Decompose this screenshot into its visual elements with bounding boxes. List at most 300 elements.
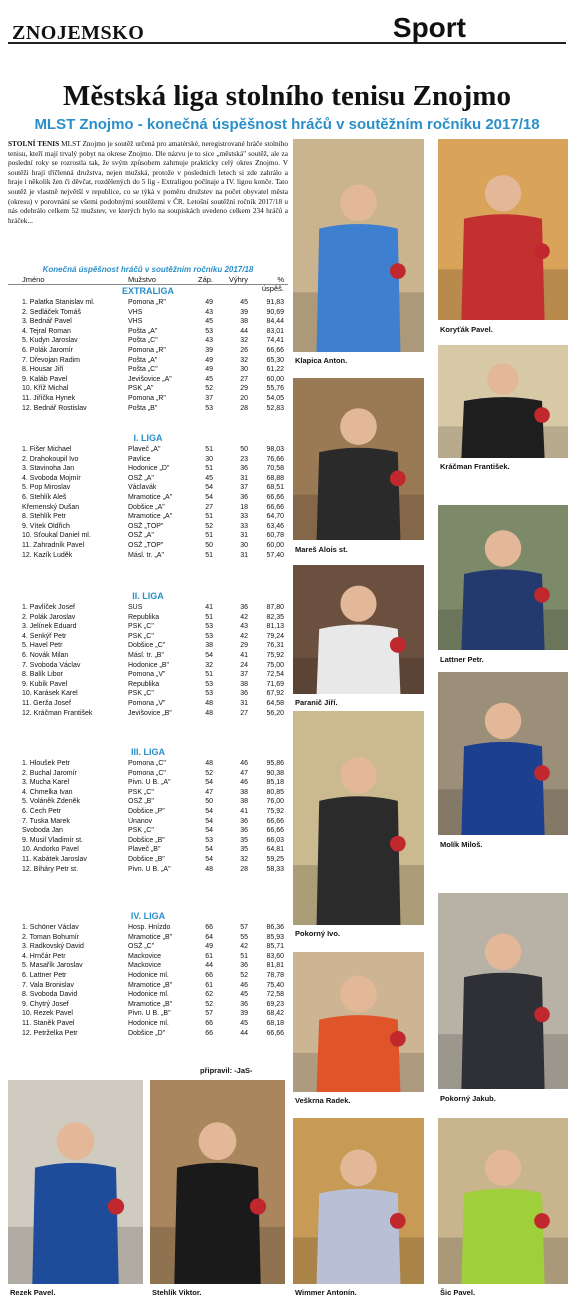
player-name: 10. Andorko Pavel: [22, 846, 79, 854]
matches-played: 66: [205, 924, 213, 931]
matches-won: 36: [240, 493, 248, 501]
table-row: [8, 356, 288, 366]
table-row: [8, 990, 288, 1000]
player-name: 9. Vítek Oldřich: [22, 522, 70, 530]
player-name: 10. Rezek Pavel: [22, 1010, 73, 1018]
table-row: [8, 641, 288, 651]
photo-caption: Šic Pavel.: [440, 1288, 476, 1297]
matches-played: 37: [205, 394, 213, 402]
photo-caption: Pokorný Jakub.: [440, 1094, 496, 1103]
table-row: [8, 865, 288, 875]
matches-played: 48: [205, 865, 213, 873]
success-percent: 95,86: [266, 760, 284, 767]
matches-played: 54: [205, 651, 213, 659]
header-name: Jméno: [22, 275, 45, 284]
matches-played: 49: [205, 356, 213, 364]
success-percent: 85,18: [266, 779, 284, 787]
matches-played: 45: [205, 474, 213, 482]
team-name: PSK „C": [128, 623, 154, 631]
matches-won: 44: [240, 327, 248, 335]
matches-won: 30: [240, 366, 248, 374]
player-photo: [438, 345, 568, 458]
team-name: Mackovice: [128, 962, 162, 970]
player-name: 10. Kříž Michal: [22, 385, 69, 393]
table-row: [8, 317, 288, 327]
success-percent: 82,35: [266, 613, 284, 621]
player-name: 5. Havel Petr: [22, 642, 63, 650]
success-percent: 66,66: [266, 817, 284, 825]
player-photo: [293, 711, 424, 925]
success-percent: 83,01: [266, 327, 284, 335]
player-name: 2. Drahokoupil Ivo: [22, 455, 79, 463]
matches-won: 37: [240, 671, 248, 679]
table-credit: připravil: -JaS-: [200, 1066, 253, 1075]
table-row: [8, 493, 288, 503]
matches-won: 36: [240, 690, 248, 698]
table-row: [8, 346, 288, 356]
matches-won: 36: [240, 827, 248, 835]
team-name: Mramotice „A": [128, 513, 173, 521]
matches-won: 38: [240, 680, 248, 688]
team-name: Plaveč „A": [128, 446, 161, 453]
matches-played: 51: [205, 446, 213, 453]
matches-played: 39: [205, 346, 213, 354]
team-name: Plaveč „B": [128, 846, 161, 854]
player-name: 3. Bednář Pavel: [22, 318, 72, 326]
matches-played: 43: [205, 337, 213, 345]
player-name: 11. Staněk Pavel: [22, 1019, 75, 1027]
player-photo: [150, 1080, 285, 1284]
team-name: Pomona „R": [128, 394, 166, 402]
team-name: Dobšice „A": [128, 503, 165, 511]
success-percent: 64,70: [266, 513, 284, 521]
matches-played: 49: [205, 943, 213, 951]
matches-played: 52: [205, 522, 213, 530]
photo-caption: Mareš Alois st.: [295, 545, 348, 554]
success-percent: 54,05: [266, 394, 284, 402]
matches-won: 36: [240, 465, 248, 473]
player-name: 8. Balík Libor: [22, 671, 63, 679]
table-row: [8, 455, 288, 465]
league-heading: IV. LIGA: [130, 911, 166, 921]
success-percent: 85,71: [266, 943, 284, 951]
team-name: OSŽ „TOP": [128, 541, 164, 549]
team-name: Pomona „R": [128, 299, 166, 306]
success-percent: 91,83: [266, 299, 284, 306]
table-row: [8, 483, 288, 493]
player-name: 3. Stavinoha Jan: [22, 465, 75, 473]
success-percent: 68,51: [266, 484, 284, 492]
table-row: [8, 298, 288, 308]
team-name: Pavlice: [128, 455, 151, 463]
matches-won: 39: [240, 308, 248, 316]
table-row: [8, 1000, 288, 1010]
player-name: 7. Tuska Marek: [22, 817, 70, 825]
table-row: [8, 394, 288, 404]
matches-won: 52: [240, 971, 248, 979]
table-row: [8, 797, 288, 807]
success-percent: 84,44: [266, 318, 284, 326]
player-name: 2. Buchal Jaromír: [22, 769, 77, 777]
success-percent: 98,03: [266, 446, 284, 453]
table-row: [8, 952, 288, 962]
article-subtitle: MLST Znojmo - konečná úspěšnost hráčů v soutěžním ročníku 2017/18: [34, 116, 540, 133]
team-name: Mramotice „A": [128, 493, 173, 501]
team-name: OSŽ „TOP": [128, 522, 164, 530]
matches-played: 53: [205, 680, 213, 688]
team-name: Dobšice „D": [128, 1029, 166, 1037]
player-name: 3. Jelínek Eduard: [22, 623, 77, 631]
league-rows: [8, 445, 288, 560]
player-name: 12. Bednář Rostislav: [22, 404, 87, 412]
table-row: [8, 308, 288, 318]
matches-played: 57: [205, 1010, 213, 1018]
matches-played: 66: [205, 1019, 213, 1027]
table-row: [8, 942, 288, 952]
table-row: [8, 661, 288, 671]
team-name: Pomona „R": [128, 346, 166, 354]
success-percent: 74,41: [266, 337, 284, 345]
table-row: [8, 613, 288, 623]
success-percent: 55,76: [266, 385, 284, 393]
matches-played: 53: [205, 836, 213, 844]
matches-played: 62: [205, 991, 213, 999]
team-name: Mackovice: [128, 952, 162, 960]
table-row: [8, 769, 288, 779]
player-name: 1. Pavlíček Josef: [22, 604, 75, 611]
team-name: Hodonice ml.: [128, 991, 169, 999]
player-photo: [438, 139, 568, 320]
success-percent: 81,13: [266, 623, 284, 631]
team-name: PSK „C": [128, 632, 154, 640]
success-percent: 68,42: [266, 1010, 284, 1018]
matches-won: 36: [240, 817, 248, 825]
table-row: [8, 384, 288, 394]
team-name: Pivn. U B. „B": [128, 1010, 171, 1018]
table-row: [8, 404, 288, 414]
player-name: 2. Sedláček Tomáš: [22, 308, 82, 316]
matches-played: 48: [205, 760, 213, 767]
matches-played: 54: [205, 493, 213, 501]
matches-played: 48: [205, 699, 213, 707]
player-name: 4. Tejral Roman: [22, 327, 71, 335]
player-name: 6. Polák Jaromír: [22, 346, 73, 354]
matches-won: 46: [240, 779, 248, 787]
matches-played: 54: [205, 846, 213, 854]
matches-played: 52: [205, 385, 213, 393]
matches-won: 29: [240, 385, 248, 393]
table-row: [8, 541, 288, 551]
player-name: 5. Voláněk Zdeněk: [22, 798, 80, 806]
matches-won: 32: [240, 855, 248, 863]
matches-played: 53: [205, 690, 213, 698]
matches-won: 31: [240, 532, 248, 540]
success-percent: 75,40: [266, 981, 284, 989]
league-rows: [8, 298, 288, 413]
matches-played: 54: [205, 807, 213, 815]
matches-played: 32: [205, 661, 213, 669]
intro-body: MLST Znojmo je soutěž určená pro amatérské, neregistrované hráče stolního tenisu, kteří mají trvalý pobyt na okrese Znojmo. Dle názvu je to sice „městská" soutěž, ale za poslední roky se rozrostla tak, že svým způsobem zahrnuje prakticky celý okres Znojmo. V soutěži hrají tříčlenná družstva, nejen mužská, protože v posledních letech si zde zahrálo a hraje i několik žen či děvčat, rozdělených do 5 lig - Extraligou počínaje a IV. ligou konče. Tato soutěž je vlastně největší v republice, co se týká v poměru družstev na počet obyvatel města (okresu) v porovnání se všemi podobnými soutěžemi v ČR. Letošní soutěžní ročník 2017/18 u nás odehrálo celkem 52 mužstev, ve kterých bylo na soupiskách uvedeno celkem 234 hráčů a hráček...: [8, 139, 288, 225]
table-row: [8, 522, 288, 532]
matches-won: 38: [240, 318, 248, 326]
success-percent: 86,36: [266, 924, 284, 931]
matches-won: 41: [240, 651, 248, 659]
matches-won: 42: [240, 613, 248, 621]
player-name: 5. Pop Miroslav: [22, 484, 71, 492]
success-percent: 59,25: [266, 855, 284, 863]
matches-won: 33: [240, 513, 248, 521]
table-row: [8, 759, 288, 769]
matches-won: 28: [240, 404, 248, 412]
matches-won: 24: [240, 661, 248, 669]
player-name: 12. Kazík Luděk: [22, 551, 73, 559]
table-row: [8, 512, 288, 522]
table-title: Konečná úspěšnost hráčů v soutěžním ročníku 2017/18: [42, 265, 254, 274]
table-row: [8, 670, 288, 680]
photo-caption: Rezek Pavel.: [10, 1288, 56, 1297]
success-percent: 60,00: [266, 375, 284, 383]
table-row: [8, 709, 288, 719]
matches-played: 51: [205, 532, 213, 540]
team-name: OSŽ „A": [128, 532, 154, 540]
matches-won: 42: [240, 943, 248, 951]
success-percent: 76,66: [266, 455, 284, 463]
success-percent: 85,93: [266, 933, 284, 941]
table-row: [8, 845, 288, 855]
photo-caption: Molík Miloš.: [440, 840, 483, 849]
team-name: VHS: [128, 318, 143, 326]
player-name: 1. Schöner Václav: [22, 924, 79, 931]
table-row: [8, 474, 288, 484]
team-name: Dobšice „C": [128, 642, 166, 650]
player-name: 12. Kráčman František: [22, 709, 93, 717]
player-photo: [438, 505, 568, 650]
matches-won: 44: [240, 1029, 248, 1037]
team-name: Republika: [128, 613, 160, 621]
success-percent: 72,58: [266, 991, 284, 999]
matches-played: 45: [205, 318, 213, 326]
table-row: [8, 531, 288, 541]
player-name: 1. Palatka Stanislav ml.: [22, 299, 95, 306]
table-row: [8, 651, 288, 661]
success-percent: 61,22: [266, 366, 284, 374]
player-name: 8. Stehlík Petr: [22, 513, 66, 521]
matches-won: 38: [240, 788, 248, 796]
team-name: PSK „C": [128, 690, 154, 698]
player-name: 11. Gerža Josef: [22, 699, 71, 707]
player-name: 5. Masařík Jaroslav: [22, 962, 83, 970]
matches-played: 38: [205, 642, 213, 650]
team-name: Mramotice „B": [128, 981, 173, 989]
success-percent: 83,60: [266, 952, 284, 960]
league-heading: EXTRALIGA: [121, 286, 174, 296]
success-percent: 60,00: [266, 541, 284, 549]
player-photo: [293, 1118, 424, 1284]
matches-played: 54: [205, 855, 213, 863]
success-percent: 87,80: [266, 604, 284, 611]
player-name: Svoboda Jan: [22, 827, 63, 835]
page-header: [8, 8, 566, 44]
matches-won: 31: [240, 699, 248, 707]
success-percent: 80,85: [266, 788, 284, 796]
matches-won: 32: [240, 337, 248, 345]
success-percent: 90,69: [266, 308, 284, 316]
matches-played: 53: [205, 404, 213, 412]
table-row: [8, 1009, 288, 1019]
player-name: 2. Toman Bohumír: [22, 933, 80, 941]
matches-won: 31: [240, 551, 248, 559]
matches-won: 43: [240, 623, 248, 631]
photo-caption: Koryťák Pavel.: [440, 325, 493, 334]
success-percent: 66,66: [266, 827, 284, 835]
player-photo: [438, 672, 568, 835]
team-name: Únanov: [128, 817, 153, 825]
matches-played: 43: [205, 308, 213, 316]
matches-won: 46: [240, 760, 248, 767]
player-name: 4. Chmelka Ivan: [22, 788, 73, 796]
matches-won: 35: [240, 836, 248, 844]
team-name: Pošta „C": [128, 366, 158, 374]
matches-played: 30: [205, 455, 213, 463]
matches-played: 61: [205, 952, 213, 960]
table-row: [8, 445, 288, 455]
matches-played: 54: [205, 827, 213, 835]
photo-caption: Kráčman František.: [440, 462, 510, 471]
success-percent: 72,54: [266, 671, 284, 679]
team-name: Pošta „A": [128, 327, 158, 335]
matches-won: 51: [240, 952, 248, 960]
matches-played: 54: [205, 817, 213, 825]
matches-played: 41: [205, 604, 213, 611]
table-row: [8, 503, 288, 513]
matches-won: 42: [240, 632, 248, 640]
article-title: Městská liga stolního tenisu Znojmo: [63, 80, 511, 112]
team-name: OSŽ „C": [128, 943, 155, 951]
matches-won: 45: [240, 299, 248, 306]
photo-caption: Paranič Jiří.: [295, 698, 338, 707]
matches-played: 51: [205, 551, 213, 559]
player-name: 3. Mucha Karel: [22, 779, 70, 787]
table-row: [8, 836, 288, 846]
success-percent: 64,58: [266, 699, 284, 707]
player-name: 8. Housar Jiří: [22, 366, 64, 374]
matches-played: 50: [205, 541, 213, 549]
team-name: Pivn. U B. „A": [128, 865, 171, 873]
header-played: Záp.: [197, 275, 213, 284]
table-row: [8, 632, 288, 642]
team-name: Pomona „V": [128, 671, 166, 679]
matches-played: 53: [205, 623, 213, 631]
league-heading: III. LIGA: [130, 747, 165, 757]
matches-won: 32: [240, 356, 248, 364]
section-name: ZNOJEMSKO: [12, 22, 145, 44]
table-row: [8, 365, 288, 375]
player-name: 10. Sťoukal Daniel ml.: [22, 532, 91, 540]
team-name: Jevišovice „A": [128, 375, 172, 383]
team-name: OSŽ „B": [128, 798, 154, 806]
header-wins: Výhry: [228, 275, 248, 284]
matches-won: 37: [240, 484, 248, 492]
player-photo: [8, 1080, 143, 1284]
matches-played: 51: [205, 513, 213, 521]
photo-caption: Klapica Anton.: [295, 356, 348, 365]
team-name: Mramotice „B": [128, 933, 173, 941]
table-row: [8, 689, 288, 699]
team-name: Dobšice „B": [128, 836, 165, 844]
matches-played: 49: [205, 299, 213, 306]
player-name: 11. Zahradník Pavel: [22, 541, 85, 549]
success-percent: 78,78: [266, 971, 284, 979]
matches-won: 28: [240, 865, 248, 873]
matches-won: 33: [240, 522, 248, 530]
success-percent: 68,88: [266, 474, 284, 482]
player-photo: [293, 139, 424, 352]
success-percent: 76,00: [266, 798, 284, 806]
team-name: Hosp. Hnízdo: [128, 924, 171, 931]
team-name: Pošta „B": [128, 404, 158, 412]
matches-won: 57: [240, 924, 248, 931]
matches-played: 54: [205, 484, 213, 492]
success-percent: 52,83: [266, 404, 284, 412]
team-name: Hodonice „B": [128, 661, 170, 669]
intro-lead: STOLNÍ TENIS: [8, 139, 60, 148]
table-row: [8, 464, 288, 474]
success-percent: 66,03: [266, 836, 284, 844]
matches-won: 45: [240, 1019, 248, 1027]
success-percent: 60,78: [266, 532, 284, 540]
player-name: 12. Petrželka Petr: [22, 1029, 78, 1037]
league-rows: [8, 923, 288, 1038]
team-name: SÚS: [128, 604, 143, 611]
team-name: Másl. tr. „B": [128, 651, 164, 659]
player-photo: [293, 565, 424, 694]
table-row: [8, 778, 288, 788]
player-name: 11. Jiříčka Hynek: [22, 394, 76, 402]
team-name: Hodonice ml.: [128, 971, 169, 979]
matches-won: 36: [240, 962, 248, 970]
team-name: Hodonice „D": [128, 465, 170, 473]
player-name: 1. Fišer Michael: [22, 446, 72, 453]
matches-won: 39: [240, 1010, 248, 1018]
player-photo: [293, 378, 424, 540]
success-percent: 70,58: [266, 465, 284, 473]
matches-won: 47: [240, 769, 248, 777]
player-name: 12. Bíháry Petr st.: [22, 865, 79, 873]
player-name: 6. Lattner Petr: [22, 971, 67, 979]
table-row: [8, 622, 288, 632]
matches-won: 36: [240, 604, 248, 611]
matches-played: 54: [205, 779, 213, 787]
player-name: 8. Svoboda David: [22, 991, 78, 999]
team-name: PSK „A": [128, 385, 154, 393]
success-percent: 71,69: [266, 680, 284, 688]
table-row: [8, 826, 288, 836]
matches-won: 20: [240, 394, 248, 402]
matches-won: 38: [240, 798, 248, 806]
player-name: 6. Čech Petr: [22, 807, 61, 815]
player-photo: [293, 952, 424, 1092]
matches-won: 31: [240, 474, 248, 482]
success-percent: 67,92: [266, 690, 284, 698]
article-intro: [8, 139, 288, 225]
success-percent: 57,40: [266, 551, 284, 559]
team-name: Republika: [128, 680, 160, 688]
player-name: 2. Polák Jaroslav: [22, 613, 76, 621]
player-name: 4. Hrnčár Petr: [22, 952, 66, 960]
matches-played: 48: [205, 709, 213, 717]
matches-played: 45: [205, 375, 213, 383]
matches-played: 51: [205, 671, 213, 679]
